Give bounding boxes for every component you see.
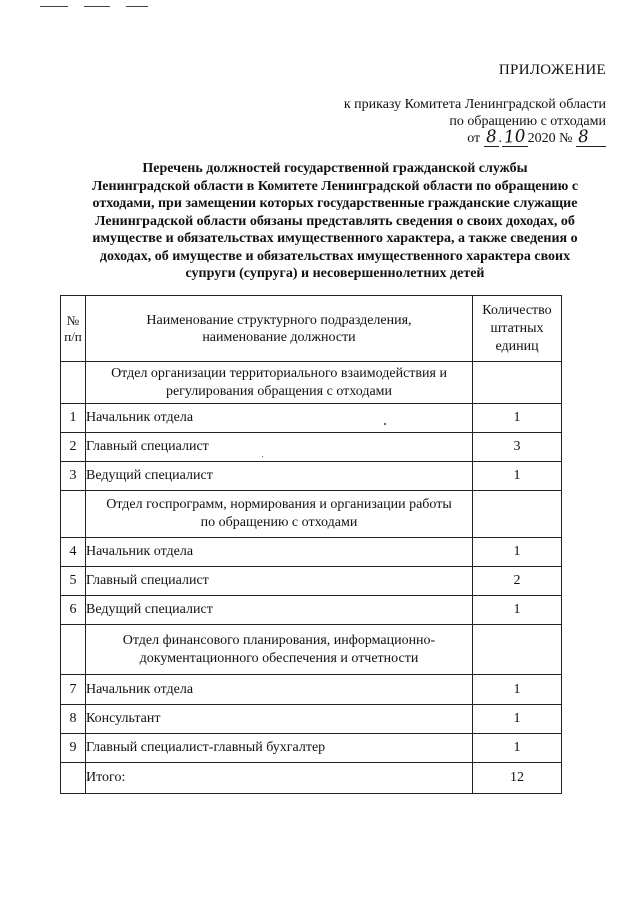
scan-artifact-marks: [40, 4, 150, 10]
row-number: 3: [61, 462, 86, 491]
table-row: [61, 538, 562, 567]
date-day-field: [484, 126, 499, 148]
row-number: 9: [61, 734, 86, 763]
table-row: [61, 404, 562, 433]
header-number-cell: [61, 296, 86, 362]
position-name: Ведущий специалист: [86, 462, 473, 491]
empty-cell: [61, 362, 86, 404]
header-quantity-line-3: единиц: [495, 338, 539, 354]
row-number: 7: [61, 675, 86, 705]
position-name: Ведущий специалист: [86, 596, 473, 625]
empty-cell: [61, 625, 86, 675]
department-line: Отдел организации территориального взаимодействия и: [111, 365, 447, 381]
date-separator: .: [498, 131, 502, 146]
position-count: 1: [473, 538, 562, 567]
table-row: [61, 433, 562, 462]
title-line-1: Перечень должностей государственной гражданской службы: [142, 161, 528, 176]
department-row: [61, 625, 562, 675]
header-name-line-2: наименование должности: [202, 329, 356, 345]
order-number-field: [576, 126, 606, 148]
scan-speck: [262, 456, 263, 457]
title-line-6: доходах, об имуществе и обязательствах имущественного характера своих: [99, 248, 571, 264]
title-line-5: имуществе и обязательствах имущественного характера, а также сведения о: [92, 231, 578, 246]
header-name-line-1: Наименование структурного подразделения,: [146, 312, 412, 328]
order-line-2: по обращению с отходами: [449, 114, 606, 129]
department-line: документационного обеспечения и отчетности: [139, 650, 419, 666]
position-count: 1: [473, 596, 562, 625]
title-line-3: отходами, при замещении которых государственные гражданские служащие: [92, 196, 578, 211]
position-name: Главный специалист: [86, 433, 473, 462]
date-month: 10: [503, 126, 527, 148]
department-line: Отдел госпрограмм, нормирования и организации работы: [106, 497, 452, 512]
header-quantity-cell: [473, 296, 562, 362]
department-title: [86, 362, 473, 404]
order-line-1: к приказу Комитета Ленинградской области: [343, 97, 606, 112]
scan-speck: [384, 423, 386, 425]
number-sign: №: [559, 131, 573, 146]
position-name: Главный специалист: [86, 567, 473, 596]
header-number-line-1: №: [66, 312, 80, 328]
table-row: [61, 567, 562, 596]
header-number-line-2: п/п: [64, 328, 82, 344]
position-count: 1: [473, 675, 562, 705]
document-title: [60, 160, 610, 283]
position-count: 2: [473, 567, 562, 596]
empty-cell: [61, 763, 86, 794]
empty-cell: [61, 491, 86, 538]
department-line: по обращению с отходами: [200, 515, 358, 530]
table-row: [61, 596, 562, 625]
table-row: [61, 462, 562, 491]
row-number: 8: [61, 705, 86, 734]
position-name: Начальник отдела: [86, 404, 473, 433]
table-row: [61, 705, 562, 734]
position-name: Консультант: [86, 705, 473, 734]
position-count: 1: [473, 404, 562, 433]
empty-cell: [473, 625, 562, 675]
row-number: 4: [61, 538, 86, 567]
row-number: 1: [61, 404, 86, 433]
title-line-7: супруги (супруга) и несовершеннолетних детей: [185, 266, 485, 281]
date-month-field: [502, 126, 528, 148]
table-row: [61, 675, 562, 705]
department-line: регулирования обращения с отходами: [165, 383, 393, 399]
total-label: Итого:: [86, 763, 473, 794]
header-quantity-line-2: штатных: [490, 320, 544, 336]
row-number: 5: [61, 567, 86, 596]
positions-table: [60, 295, 562, 794]
position-count: 1: [473, 734, 562, 763]
header-quantity-line-1: Количество: [482, 302, 552, 318]
total-count: 12: [473, 763, 562, 794]
appendix-label: ПРИЛОЖЕНИЕ: [498, 62, 606, 78]
department-title: [86, 491, 473, 538]
department-row: [61, 491, 562, 538]
row-number: 2: [61, 433, 86, 462]
date-day: 8: [484, 126, 498, 148]
department-title: [86, 625, 473, 675]
department-line: Отдел финансового планирования, информационно-: [122, 632, 436, 648]
position-name: Главный специалист-главный бухгалтер: [86, 734, 473, 763]
position-count: 1: [473, 705, 562, 734]
order-date-line: [344, 126, 606, 148]
department-row: [61, 362, 562, 404]
row-number: 6: [61, 596, 86, 625]
empty-cell: [473, 362, 562, 404]
position-name: Начальник отдела: [86, 538, 473, 567]
table-header-row: [61, 296, 562, 362]
empty-cell: [473, 491, 562, 538]
position-name: Начальник отдела: [86, 675, 473, 705]
title-line-2: Ленинградской области в Комитете Ленинградской области по обращению с: [91, 178, 579, 194]
header-name-cell: [86, 296, 473, 362]
date-year: 2020: [527, 131, 556, 146]
total-row: [61, 763, 562, 794]
table-row: [61, 734, 562, 763]
position-count: 1: [473, 462, 562, 491]
order-reference: [344, 96, 606, 147]
order-number: 8: [577, 126, 590, 148]
position-count: 3: [473, 433, 562, 462]
title-line-4: Ленинградской области обязаны представлять сведения о своих доходах, об: [95, 213, 575, 229]
date-prefix: от: [467, 131, 481, 146]
